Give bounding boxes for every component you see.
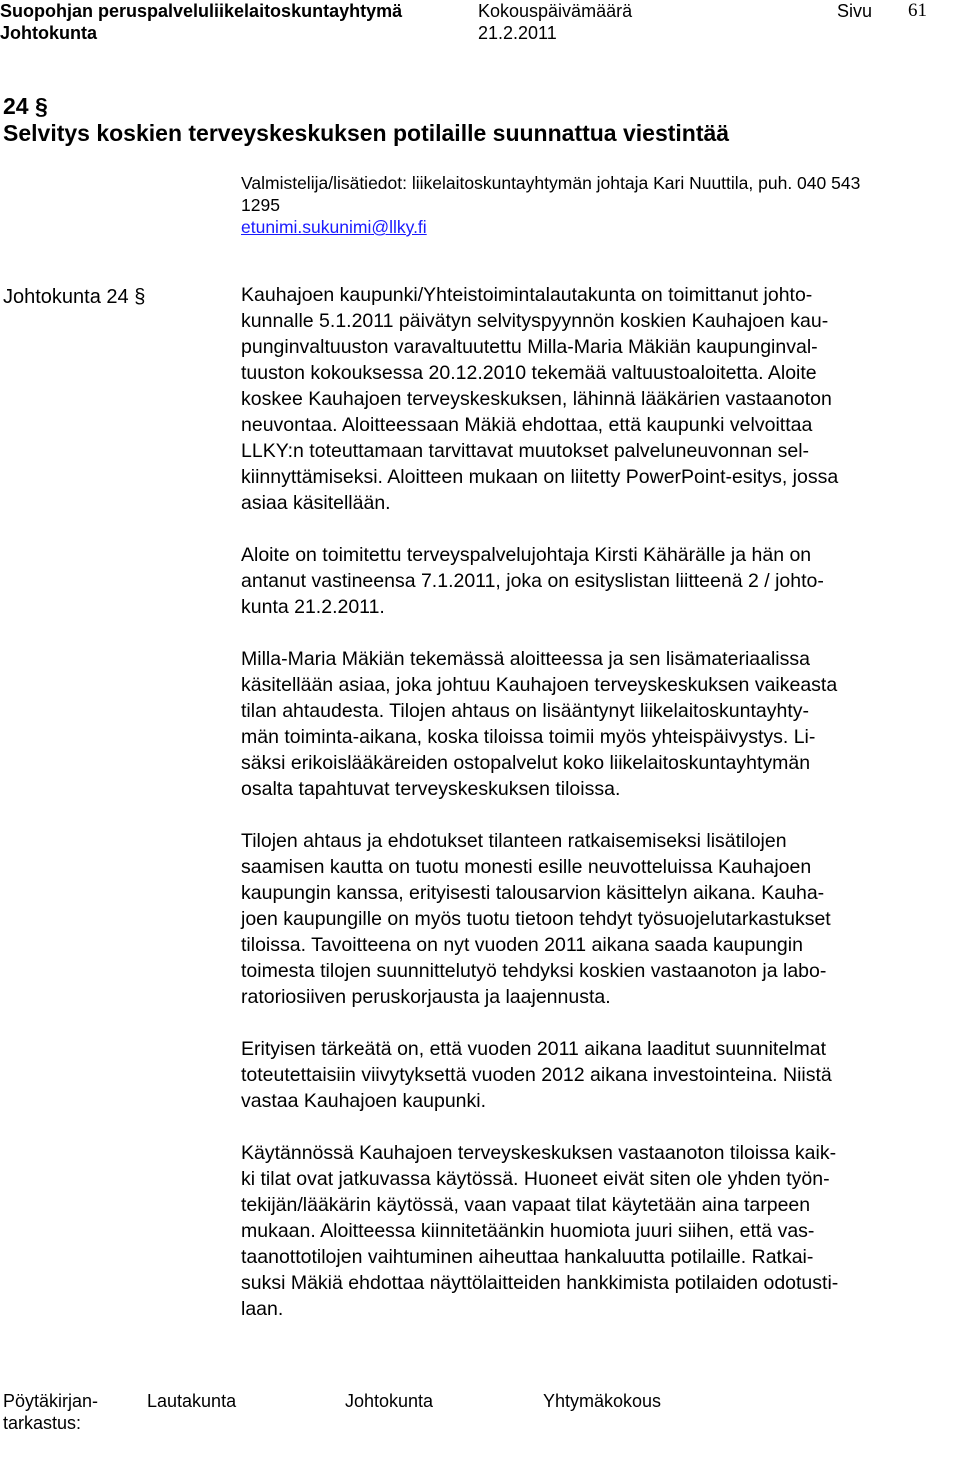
preparer-line-1: Valmistelija/lisätiedot: liikelaitoskuntayhtymän johtaja Kari Nuuttila, puh. 040 543	[241, 173, 861, 193]
side-label	[3, 284, 145, 310]
header-meeting-date: 21.2.2011	[478, 23, 557, 43]
header-page-label: Sivu	[837, 1, 873, 21]
paragraph-line: kunnalle 5.1.2011 päivätyn selvityspyynnön koskien Kauhajoen kau-	[241, 310, 829, 332]
paragraph-line: Käytännössä Kauhajoen terveyskeskuksen vastaanoton tiloissa kaik-	[241, 1142, 837, 1164]
preparer-email-link[interactable]: etunimi.sukunimi@llky.fi	[241, 217, 427, 237]
paragraph-line: kiinnyttämiseksi. Aloitteen mukaan on liitetty PowerPoint-esitys, jossa	[241, 466, 839, 488]
footer-col-lautakunta: Lautakunta	[147, 1391, 237, 1411]
footer-col-yhtymakokous: Yhtymäkokous	[543, 1391, 662, 1411]
paragraph-line: tekijän/lääkärin käytössä, vaan vapaat tilat käytetään aina tarpeen	[241, 1194, 811, 1216]
paragraph-line: antanut vastineensa 7.1.2011, joka on esityslistan liitteenä 2 / johto-	[241, 570, 824, 592]
item-number-heading	[3, 92, 48, 120]
paragraph-line: ratoriosiiven peruskorjausta ja laajennusta.	[241, 986, 611, 1008]
paragraph-line: Tilojen ahtaus ja ehdotukset tilanteen ratkaisemiseksi lisätilojen	[241, 830, 787, 852]
footer-col-johtokunta: Johtokunta	[345, 1391, 434, 1411]
paragraph-line: kaupungin kanssa, erityisesti talousarvion käsittelyn aikana. Kauha-	[241, 882, 825, 904]
paragraph	[241, 646, 941, 802]
paragraph-line: osalta tapahtuvat terveyskeskuksen tiloissa.	[241, 778, 621, 800]
header-meeting-date-label: Kokouspäivämäärä	[478, 1, 633, 21]
paragraph-line: saamisen kautta on tuotu monesti esille neuvotteluissa Kauhajoen	[241, 856, 812, 878]
paragraph-line: taanottotilojen vaihtuminen aiheuttaa hankaluutta potilaille. Ratkai-	[241, 1246, 814, 1268]
preparer-email-row	[241, 216, 941, 238]
paragraph-line: Aloite on toimitettu terveyspalvelujohtaja Kirsti Kähärälle ja hän on	[241, 544, 812, 566]
paragraph-line: toteutettaisiin viivytyksettä vuoden 2012 aikana investointeina. Niistä	[241, 1064, 832, 1086]
paragraph	[241, 828, 941, 1010]
paragraph-line: mukaan. Aloitteessa kiinnitetäänkin huomiota juuri siihen, että vas-	[241, 1220, 815, 1242]
paragraph-line: koskee Kauhajoen terveyskeskuksen, lähinnä lääkärien vastaanoton	[241, 388, 832, 410]
paragraph-line: käsitellään asiaa, joka johtuu Kauhajoen terveyskeskuksen vaikeasta	[241, 674, 838, 696]
paragraph	[241, 1140, 941, 1322]
paragraph-line: Erityisen tärkeätä on, että vuoden 2011 aikana laaditut suunnitelmat	[241, 1038, 827, 1060]
paragraph-line: toimesta tilojen suunnittelutyö tehdyksi koskien vastaanoton ja labo-	[241, 960, 827, 982]
paragraph-line: ki tilat ovat jatkuvassa käytössä. Huoneet eivät siten ole yhden työn-	[241, 1168, 830, 1190]
paragraph-line: kunta 21.2.2011.	[241, 596, 385, 618]
side-label-section-symbol: §	[134, 286, 146, 308]
paragraph-line: LLKY:n toteuttamaan tarvittavat muutokset palveluneuvonnan sel-	[241, 440, 810, 462]
item-title: Selvitys koskien terveyskeskuksen potilaille suunnattua viestintää	[3, 120, 730, 146]
item-number: 24	[3, 93, 29, 119]
paragraph-line: vastaa Kauhajoen kaupunki.	[241, 1090, 487, 1112]
footer-checkers-label-line-2: tarkastus:	[3, 1413, 82, 1433]
side-label-text: Johtokunta 24	[3, 286, 129, 308]
paragraph	[241, 282, 941, 516]
header-page-number: 61	[908, 0, 927, 21]
paragraph-line: män toiminta-aikana, koska tiloissa toimii myös yhteispäivystys. Li-	[241, 726, 816, 748]
paragraph-line: tuuston kokouksessa 20.12.2010 tekemää valtuustoaloitetta. Aloite	[241, 362, 817, 384]
header-org: Suopohjan peruspalveluliikelaitoskuntayhtymä	[0, 1, 403, 21]
footer-checkers-label	[3, 1390, 98, 1434]
paragraph-line: asiaa käsitellään.	[241, 492, 391, 514]
footer-checkers-label-line-1: Pöytäkirjan-	[3, 1391, 99, 1411]
paragraph-line: laan.	[241, 1298, 284, 1320]
paragraph-line: neuvontaa. Aloitteessaan Mäkiä ehdottaa, että kaupunki velvoittaa	[241, 414, 813, 436]
paragraph	[241, 542, 941, 620]
paragraph-line: joen kaupungille on myös tuotu tietoon tehdyt työsuojelutarkastukset	[241, 908, 831, 930]
paragraph-line: Kauhajoen kaupunki/Yhteistoimintalautakunta on toimittanut johto-	[241, 284, 813, 306]
paragraph-line: suksi Mäkiä ehdottaa näyttölaitteiden hankkimista potilaiden odotusti-	[241, 1272, 839, 1294]
body-text	[241, 282, 941, 1348]
section-symbol: §	[34, 93, 48, 119]
preparer-line-2: 1295	[241, 195, 280, 215]
paragraph-line: tiloissa. Tavoitteena on nyt vuoden 2011 aikana saada kaupungin	[241, 934, 803, 956]
paragraph	[241, 1036, 941, 1114]
paragraph-line: säksi erikoislääkäreiden ostopalvelut koko liikelaitoskuntayhtymän	[241, 752, 811, 774]
paragraph-line: tilan ahtaudesta. Tilojen ahtaus on lisääntynyt liikelaitoskuntayhty-	[241, 700, 810, 722]
header-body: Johtokunta	[0, 23, 97, 43]
paragraph-line: punginvaltuuston varavaltuutettu Milla-Maria Mäkiän kaupunginval-	[241, 336, 818, 358]
paragraph-line: Milla-Maria Mäkiän tekemässä aloitteessa ja sen lisämateriaalissa	[241, 648, 810, 670]
